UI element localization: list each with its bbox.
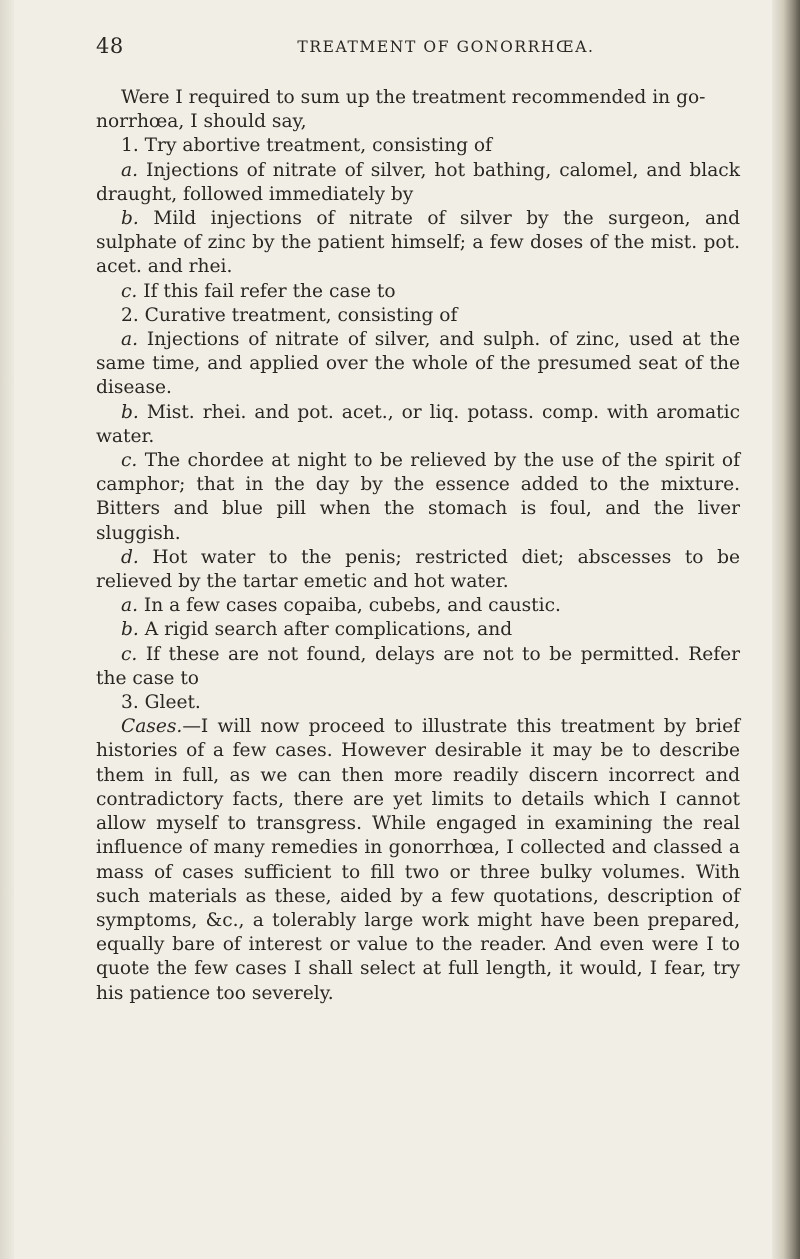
item-label: b. [121,401,139,423]
item-label: a. [121,159,138,181]
paragraph-text: Mist. rhei. and pot. acet., or liq. potass. comp. with aromatic water. [96,401,740,447]
item-label: b. [121,619,139,641]
paragraph [96,449,740,546]
paragraph-text: Injections of nitrate of silver, hot bathing, calomel, and black draught, followed immediately by [96,159,740,205]
page-body [96,86,740,1006]
paragraph-text: Mild injections of nitrate of silver by the surgeon, and sulphate of zinc by the patient himself; a few doses of the mist. pot. acet. and rhei. [96,208,740,278]
item-label: d. [121,546,139,568]
item-label: a. [121,595,138,617]
paragraph [96,159,740,207]
paragraph-text: —I will now proceed to illustrate this treatment by brief histories of a few cases. However desirable it may be to describe them in full, as we can then more readily discern incorrect and contradictory facts, there are yet limits to details which I cannot allow myself to transgress. While engaged in examining the real influence of many remedies in gonorrhœa, I collected and classed a mass of cases sufficient to fill two or three bulky volumes. With such materials as these, aided by a few quotations, description of symptoms, &c., a tolerably large work might have been prepared, equally bare of interest or value to the reader. And even were I to quote the few cases I shall select at full length, it would, I fear, try his patience too severely. [96,716,740,1004]
page-number: 48 [96,34,124,58]
item-label: b. [121,208,139,230]
paragraph [96,328,740,401]
item-label: c. [121,280,138,302]
item-label: c. [121,450,138,472]
paragraph-text: In a few cases copaiba, cubebs, and caustic. [143,595,561,617]
paragraph [96,401,740,449]
paragraph [96,86,740,134]
item-label: c. [121,643,138,665]
text-line: norrhœa, I should say, [96,111,307,133]
paragraph-text: Injections of nitrate of silver, and sulph. of zinc, used at the same time, and applied over the whole of the presumed seat of the disease. [96,329,740,399]
paragraph-text: If this fail refer the case to [143,280,396,302]
section-label: Cases. [121,716,183,738]
running-head: TREATMENT OF GONORRHŒA. [297,38,595,56]
paragraph [96,546,740,594]
paragraph [96,618,740,642]
paragraph [96,643,740,691]
paragraph [96,594,740,618]
paragraph: 3. Gleet. [121,692,201,714]
page-binding-edge [772,0,800,1259]
paragraph: 2. Curative treatment, consisting of [121,304,458,326]
paragraph-text: The chordee at night to be relieved by the use of the spirit of camphor; that in the day by the essence added to the mixture. Bitters and blue pill when the stomach is foul, and the liver sluggish. [96,450,740,544]
paragraph [96,207,740,280]
page-left-margin [0,0,14,1259]
paragraph-text: Hot water to the penis; restricted diet; abscesses to be relieved by the tartar emetic and hot water. [96,546,740,593]
page-header [96,34,736,64]
paragraph-text: If these are not found, delays are not to be permitted. Refer the case to [96,643,740,689]
item-label: a. [121,329,138,351]
text-line: Were I required to sum up the treatment recommended in go- [121,87,706,108]
paragraph [96,715,740,1005]
paragraph [96,280,740,304]
paragraph-text: A rigid search after complications, and [144,619,513,641]
paragraph: 1. Try abortive treatment, consisting of [121,135,492,157]
